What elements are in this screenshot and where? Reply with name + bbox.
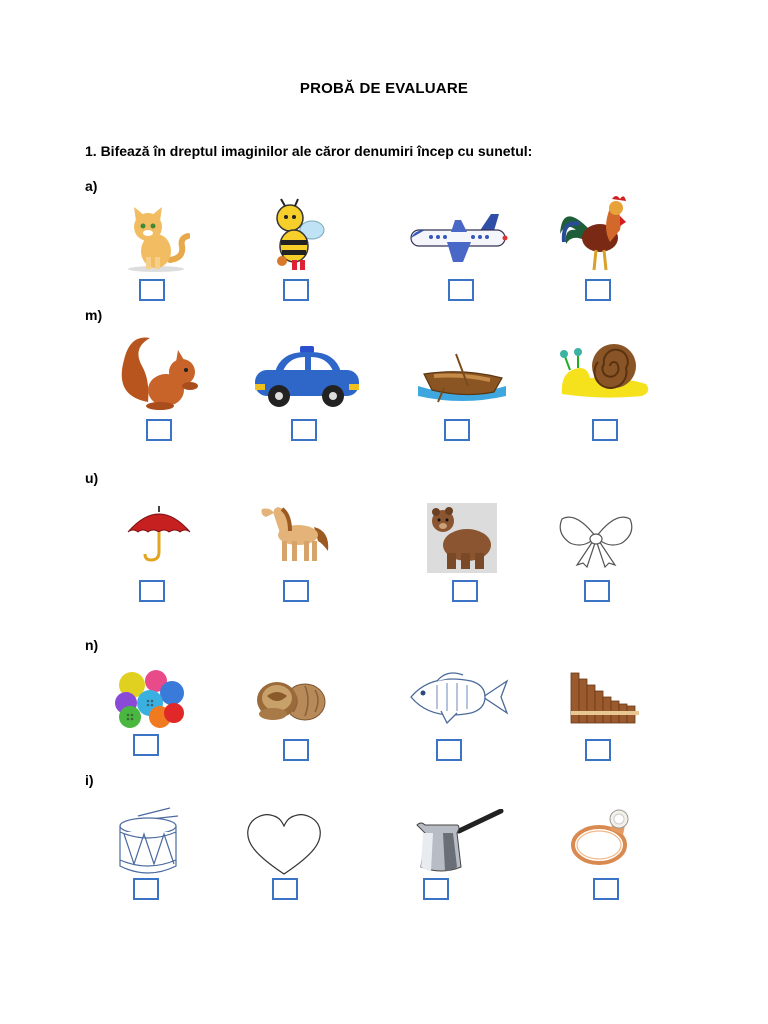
- checkbox-cat[interactable]: [139, 279, 165, 301]
- checkbox-car[interactable]: [291, 419, 317, 441]
- bear-icon: [427, 503, 497, 573]
- bee-icon: [268, 198, 326, 273]
- rooster-icon: [558, 194, 630, 272]
- bow-icon: [557, 513, 635, 569]
- checkbox-walnuts[interactable]: [283, 739, 309, 761]
- checkbox-fish[interactable]: [436, 739, 462, 761]
- checkbox-squirrel[interactable]: [146, 419, 172, 441]
- ring-icon: [569, 805, 641, 869]
- section-label-a: a): [85, 178, 98, 194]
- instruction-text: 1. Bifează în dreptul imaginilor ale căror denumiri încep cu sunetul:: [85, 143, 533, 159]
- airplane-icon: [407, 212, 510, 267]
- buttons-icon: [110, 669, 186, 729]
- walnuts-icon: [253, 674, 327, 724]
- section-label-u: u): [85, 470, 99, 486]
- checkbox-rooster[interactable]: [585, 279, 611, 301]
- checkbox-bow[interactable]: [584, 580, 610, 602]
- checkbox-ring[interactable]: [593, 878, 619, 900]
- coffee-pot-icon: [413, 809, 505, 875]
- checkbox-buttons[interactable]: [133, 734, 159, 756]
- checkbox-heart[interactable]: [272, 878, 298, 900]
- panflute-icon: [569, 671, 641, 725]
- cat-icon: [122, 205, 190, 273]
- boat-icon: [416, 350, 508, 405]
- checkbox-bear[interactable]: [452, 580, 478, 602]
- checkbox-horse[interactable]: [283, 580, 309, 602]
- checkbox-bee[interactable]: [283, 279, 309, 301]
- car-icon: [253, 344, 361, 410]
- page-title: PROBĂ DE EVALUARE: [299, 80, 469, 97]
- checkbox-snail[interactable]: [592, 419, 618, 441]
- section-label-i: i): [85, 772, 94, 788]
- checkbox-coffee-pot[interactable]: [423, 878, 449, 900]
- snail-icon: [558, 342, 650, 402]
- umbrella-icon: [126, 502, 192, 562]
- horse-icon: [258, 505, 334, 565]
- squirrel-icon: [118, 332, 202, 412]
- drum-icon: [112, 806, 184, 878]
- section-label-n: n): [85, 637, 99, 653]
- fish-icon: [407, 671, 509, 725]
- checkbox-airplane[interactable]: [448, 279, 474, 301]
- checkbox-boat[interactable]: [444, 419, 470, 441]
- heart-icon: [244, 812, 324, 878]
- section-label-m: m): [85, 307, 103, 323]
- checkbox-umbrella[interactable]: [139, 580, 165, 602]
- checkbox-drum[interactable]: [133, 878, 159, 900]
- checkbox-panflute[interactable]: [585, 739, 611, 761]
